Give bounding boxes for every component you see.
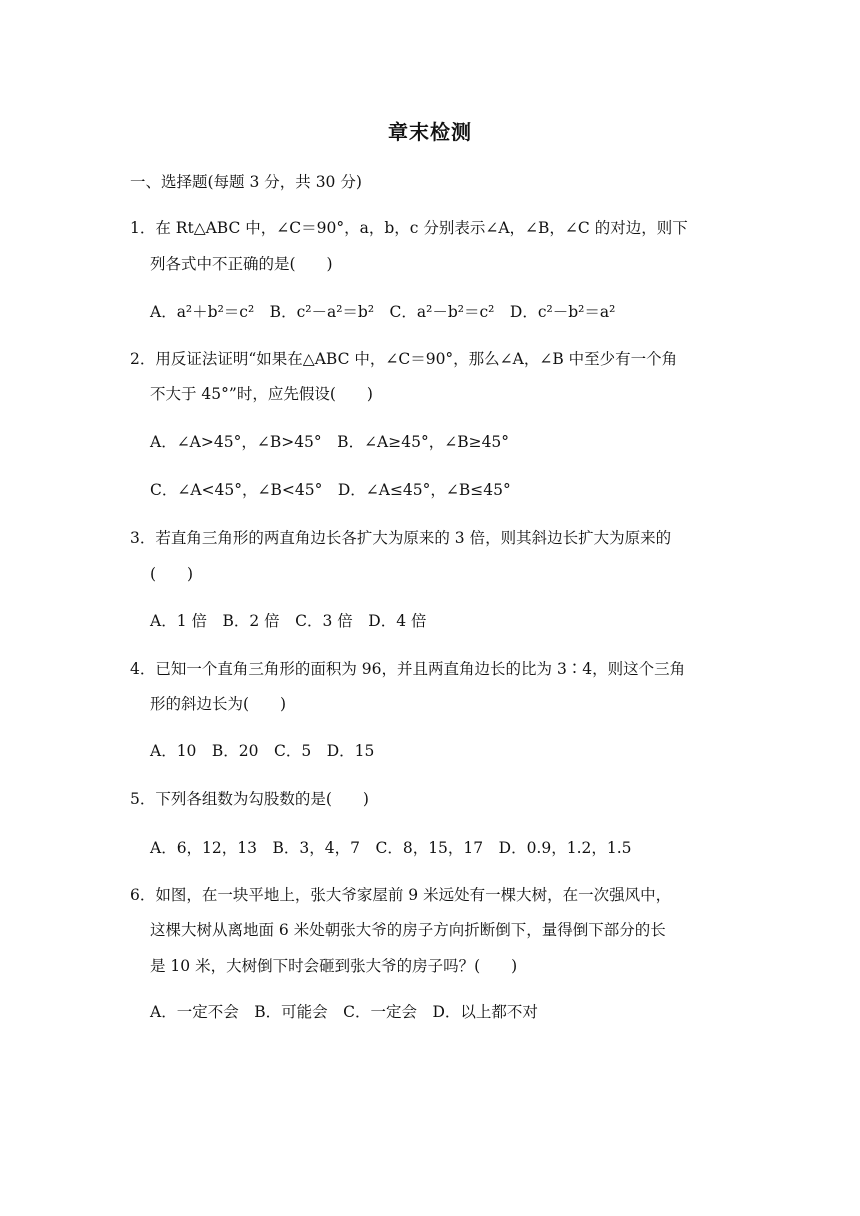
question-1-text-line-1: 1．在 Rt△ABC 中，∠C＝90°，a，b，c 分别表示∠A，∠B，∠C 的对边，则下 <box>130 219 688 237</box>
page-title: 章末检测 <box>388 120 472 144</box>
question-6-text-line-1: 6．如图，在一块平地上，张大爷家屋前 9 米远处有一棵大树，在一次强风中， <box>130 886 672 904</box>
question-3-text-line-1: 3．若直角三角形的两直角边长各扩大为原来的 3 倍，则其斜边长扩大为原来的 <box>130 529 672 547</box>
question-5-options: A．6，12，13 B．3，4，7 C．8，15，17 D．0.9，1.2，1.5 <box>150 839 632 857</box>
question-2-options-row-1: A．∠A>45°，∠B>45° B．∠A≥45°，∠B≥45° <box>150 433 510 451</box>
question-1-text-line-2: 列各式中不正确的是( ) <box>150 255 333 273</box>
question-4-text-line-1: 4．已知一个直角三角形的面积为 96，并且两直角边长的比为 3∶4，则这个三角 <box>130 660 686 678</box>
question-2-text-line-2: 不大于 45°”时，应先假设( ) <box>150 385 373 403</box>
question-6-text-line-2: 这棵大树从离地面 6 米处朝张大爷的房子方向折断倒下，量得倒下部分的长 <box>150 921 666 939</box>
question-4-options: A．10 B．20 C．5 D．15 <box>150 742 375 760</box>
question-1-options: A．a²＋b²＝c² B．c²－a²＝b² C．a²－b²＝c² D．c²－b²＝a² <box>150 303 616 321</box>
section-heading: 一、选择题(每题 3 分，共 30 分) <box>130 173 362 191</box>
question-4-text-line-2: 形的斜边长为( ) <box>150 695 287 713</box>
question-5-text-line-1: 5．下列各组数为勾股数的是( ) <box>130 790 369 808</box>
question-6-options: A．一定不会 B．可能会 C．一定会 D．以上都不对 <box>150 1003 538 1021</box>
question-3-text-line-2: ( ) <box>150 565 194 583</box>
question-6-text-line-3: 是 10 米，大树倒下时会砸到张大爷的房子吗？( ) <box>150 957 518 975</box>
question-3-options: A．1 倍 B．2 倍 C．3 倍 D．4 倍 <box>150 612 427 630</box>
question-2-options-row-2: C．∠A<45°，∠B<45° D．∠A≤45°，∠B≤45° <box>150 481 511 499</box>
question-2-text-line-1: 2．用反证法证明“如果在△ABC 中，∠C＝90°，那么∠A，∠B 中至少有一个角 <box>130 350 678 368</box>
